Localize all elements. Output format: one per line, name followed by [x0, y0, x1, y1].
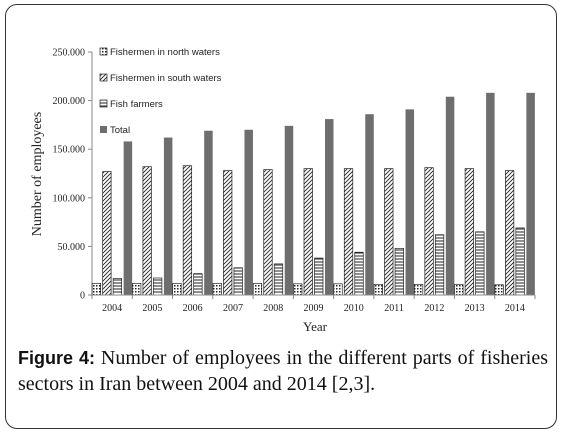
x-tick-label: 2011	[384, 303, 404, 314]
bar-dots	[253, 283, 262, 295]
x-tick-label: 2004	[102, 303, 123, 314]
bar-solid	[325, 119, 334, 295]
bar-diagonal	[425, 168, 434, 295]
y-tick-label: 250.000	[52, 47, 85, 59]
x-tick-label: 2013	[464, 303, 485, 314]
bar-dots	[213, 283, 222, 295]
bar-dots	[495, 285, 504, 295]
y-axis-label: Number of employees	[30, 111, 45, 237]
bar-diagonal	[223, 171, 232, 295]
bar-diagonal	[143, 167, 152, 295]
bar-dots	[173, 283, 182, 295]
bar-dots	[92, 283, 101, 295]
legend-label: Fishermen in north waters	[110, 47, 220, 58]
x-tick-label: 2014	[504, 303, 525, 314]
bar-horizontal	[274, 264, 283, 295]
legend-swatch-horizontal	[100, 100, 107, 107]
bar-horizontal	[435, 235, 444, 295]
x-tick-label: 2008	[263, 303, 284, 314]
bar-dots	[334, 284, 343, 295]
bar-horizontal	[315, 258, 324, 295]
bar-solid	[406, 109, 415, 295]
x-axis	[92, 295, 535, 314]
bar-dots	[374, 284, 383, 295]
bar-solid	[486, 93, 495, 295]
y-tick-label: 0	[80, 290, 85, 302]
y-axis	[53, 48, 93, 302]
bar-solid	[244, 130, 253, 295]
bar-solid	[365, 114, 374, 295]
figure-caption	[18, 345, 548, 397]
bar-horizontal	[113, 278, 122, 295]
bar-diagonal	[465, 169, 474, 295]
bar-diagonal	[183, 166, 192, 295]
legend-label: Fishermen in south waters	[110, 73, 222, 84]
bar-horizontal	[355, 252, 364, 295]
bar-horizontal	[153, 278, 162, 295]
figure-caption-text: Number of employees in the different parts of fisheries sectors in Iran between 2004 and 2014 [2,3].	[18, 347, 548, 395]
x-tick-label: 2010	[343, 303, 364, 314]
y-tick-label: 100.000	[52, 193, 85, 205]
bar-diagonal	[304, 169, 313, 295]
bar-dots	[455, 284, 464, 295]
bar-dots	[294, 284, 303, 295]
bar-horizontal	[516, 228, 525, 295]
bar-solid	[285, 126, 294, 295]
legend-label: Fish farmers	[110, 99, 163, 110]
legend	[100, 47, 222, 136]
bar-solid	[124, 141, 132, 295]
bar-diagonal	[103, 172, 112, 295]
x-tick-label: 2007	[222, 303, 243, 314]
x-axis-label: Year	[303, 319, 327, 334]
x-tick-label: 2006	[182, 303, 203, 314]
x-tick-label: 2005	[142, 303, 163, 314]
figure-label: Figure 4:	[18, 348, 95, 368]
bar-dots	[132, 283, 141, 295]
legend-label: Total	[110, 125, 131, 136]
bar-horizontal	[476, 232, 485, 295]
bar-solid	[526, 93, 535, 295]
bar-diagonal	[344, 169, 353, 295]
bar-horizontal	[234, 268, 243, 295]
y-tick-label: 150.000	[52, 144, 85, 156]
bar-horizontal	[395, 248, 404, 295]
bar-diagonal	[264, 170, 273, 295]
legend-swatch-dots	[100, 48, 107, 55]
legend-swatch-solid	[100, 126, 107, 133]
bar-solid	[446, 97, 455, 295]
bar-diagonal	[385, 169, 394, 295]
bar-diagonal	[505, 171, 514, 295]
x-tick-label: 2009	[303, 303, 324, 314]
y-tick-label: 50.000	[57, 241, 85, 253]
bars	[92, 93, 535, 295]
bar-solid	[164, 138, 173, 295]
bar-solid	[204, 131, 213, 295]
bar-horizontal	[194, 274, 203, 295]
y-tick-label: 200.000	[52, 96, 85, 108]
legend-swatch-diagonal	[100, 74, 107, 81]
bar-dots	[414, 284, 423, 295]
x-tick-label: 2012	[424, 303, 445, 314]
